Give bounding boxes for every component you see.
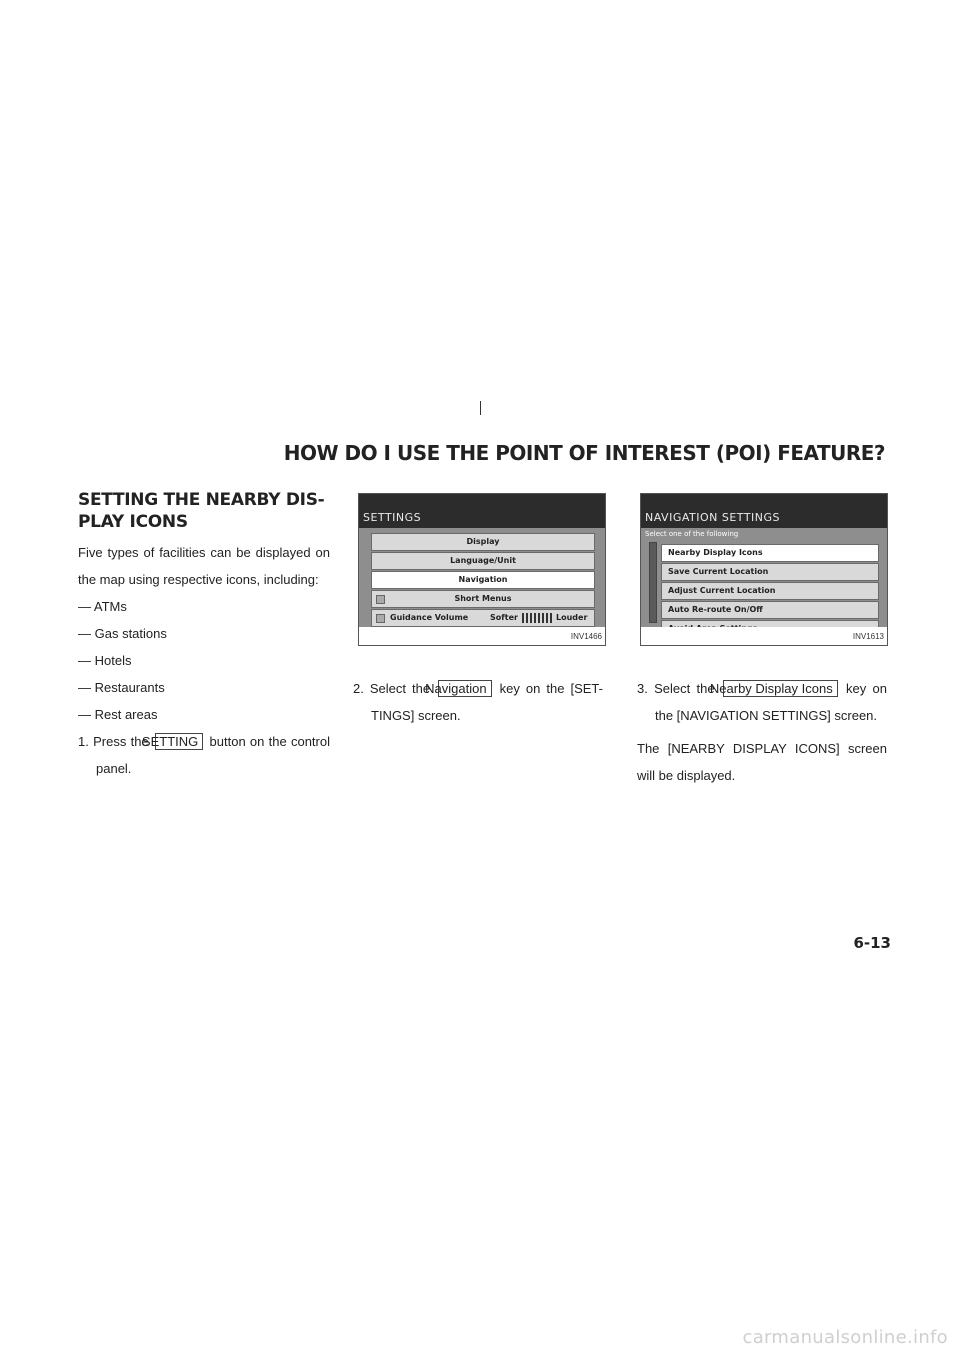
navigation-settings-image-code: INV1613 xyxy=(852,632,884,641)
step-1 xyxy=(78,728,330,782)
navigation-settings-screen-title: NAVIGATION SETTINGS xyxy=(645,511,781,524)
step-2-suffix: key on the [SET-TINGS] screen. xyxy=(371,681,603,723)
step-3-prefix: 3. Select the xyxy=(637,681,715,696)
volume-louder-label: Louder xyxy=(556,613,588,622)
bullet-rest-areas: — Rest areas xyxy=(78,707,158,722)
bullet-restaurants: — Restaurants xyxy=(78,680,165,695)
step-1-suffix: button on the control panel. xyxy=(96,734,330,776)
column-right xyxy=(637,675,887,789)
guidance-volume-label: Guidance Volume xyxy=(390,613,469,622)
menu-adjust-current-location-button: Adjust Current Location xyxy=(661,582,879,600)
guidance-volume-checkbox-icon xyxy=(376,614,385,623)
step-2 xyxy=(353,675,603,729)
menu-nearby-display-icons-button: Nearby Display Icons xyxy=(661,544,879,562)
menu-display-button: Display xyxy=(371,533,595,551)
navigation-settings-screen-image xyxy=(640,493,888,646)
settings-screen-footer xyxy=(359,627,605,645)
page-number: 6-13 xyxy=(853,934,891,952)
bullet-hotels: — Hotels xyxy=(78,653,132,668)
volume-softer-label: Softer xyxy=(490,613,518,622)
settings-image-code: INV1466 xyxy=(570,632,602,641)
guidance-volume-row xyxy=(371,609,595,627)
settings-screen-image xyxy=(358,493,606,646)
settings-screen-title: SETTINGS xyxy=(363,511,422,524)
column-left xyxy=(78,489,330,782)
navigation-settings-screen-body xyxy=(641,528,887,627)
step-3 xyxy=(637,675,887,729)
volume-level-bar-icon xyxy=(522,613,552,623)
page-header: HOW DO I USE THE POINT OF INTEREST (POI) FEATURE? xyxy=(283,441,885,465)
watermark: carmanualsonline.info xyxy=(742,1327,948,1348)
intro-paragraph: Five types of facilities can be displayed on the map using respective icons, including: xyxy=(78,545,330,587)
menu-language-unit-button: Language/Unit xyxy=(371,552,595,570)
section-title-line1: SETTING THE NEARBY DIS- xyxy=(78,490,325,510)
navigation-settings-subtitle: Select one of the following xyxy=(645,530,739,538)
menu-short-menus-button xyxy=(371,590,595,608)
navigation-settings-screen-footer xyxy=(641,627,887,645)
column-middle xyxy=(353,675,603,729)
step-1-prefix: 1. Press the xyxy=(78,734,149,749)
scrollbar-icon xyxy=(649,542,657,623)
bullet-gas-stations: — Gas stations xyxy=(78,626,167,641)
section-title xyxy=(78,489,330,533)
setting-key-label: SETTING xyxy=(155,733,203,750)
nearby-display-icons-key-label: Nearby Display Icons xyxy=(723,680,838,697)
short-menus-label: Short Menus xyxy=(454,594,512,603)
navigation-key-label: Navigation xyxy=(438,680,491,697)
step-2-prefix: 2. Select the xyxy=(353,681,431,696)
bullet-atms: — ATMs xyxy=(78,599,127,614)
settings-screen-body xyxy=(359,528,605,627)
menu-auto-reroute-button: Auto Re-route On/Off xyxy=(661,601,879,619)
section-title-line2: PLAY ICONS xyxy=(78,512,188,532)
step-3-suffix: key on the [NAVIGATION SETTINGS] screen. xyxy=(655,681,887,723)
menu-navigation-button: Navigation xyxy=(371,571,595,589)
menu-save-current-location-button: Save Current Location xyxy=(661,563,879,581)
step-3-result: The [NEARBY DISPLAY ICONS] screen will be displayed. xyxy=(637,741,887,783)
short-menus-checkbox-icon xyxy=(376,595,385,604)
top-tick-mark xyxy=(480,401,481,415)
